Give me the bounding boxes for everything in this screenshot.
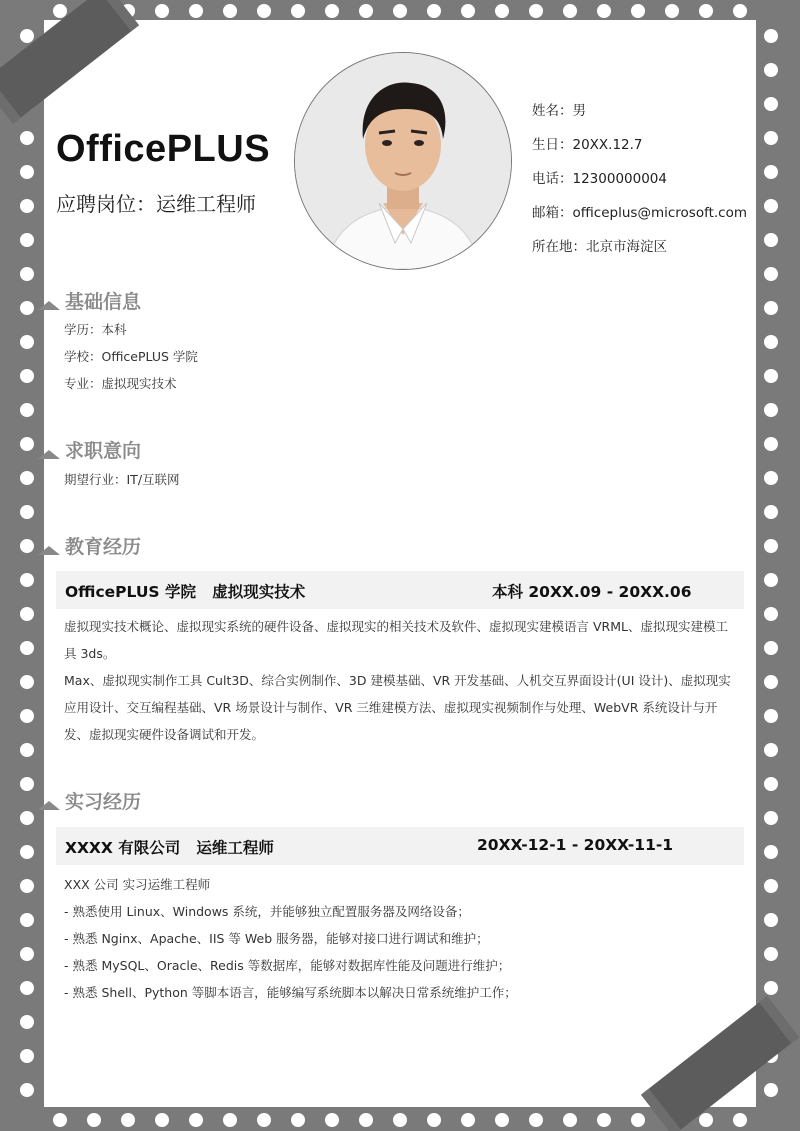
brand-name: OfficePLUS bbox=[56, 128, 271, 170]
border-dot bbox=[764, 165, 778, 179]
border-dot bbox=[20, 403, 34, 417]
section-title: 教育经历 bbox=[65, 536, 142, 558]
border-dot bbox=[291, 1113, 305, 1127]
border-dot bbox=[733, 4, 747, 18]
border-dot bbox=[764, 947, 778, 961]
border-dot bbox=[20, 641, 34, 655]
border-dot bbox=[764, 97, 778, 111]
contact-label: 姓名： bbox=[532, 103, 573, 119]
internship-bullet: - 熟悉使用 Linux、Windows 系统，并能够独立配置服务器及网络设备； bbox=[64, 904, 470, 919]
border-dot bbox=[20, 369, 34, 383]
border-dot bbox=[20, 913, 34, 927]
border-dot bbox=[20, 709, 34, 723]
border-dot bbox=[20, 743, 34, 757]
border-dot bbox=[764, 369, 778, 383]
education-paragraph: Max、虚拟现实制作工具 Cult3D、综合实例制作、3D 建模基础、VR 开发基础、人机交互界面设计(UI 设计)、虚拟现实应用设计、交互编程基础、VR 场景设计与制作、VR 三维建模方法、虚拟现实视频制作与处理、WebVR 系统设计与开发、虚拟现实硬件设备调试和开发。 bbox=[64, 673, 731, 742]
contact-value: 男 bbox=[572, 103, 586, 119]
internship-company: XXXX 有限公司 bbox=[65, 839, 181, 857]
triangle-icon bbox=[38, 301, 60, 310]
border-dot bbox=[325, 4, 339, 18]
border-dot bbox=[699, 4, 713, 18]
border-dot bbox=[764, 913, 778, 927]
border-dot bbox=[764, 233, 778, 247]
border-dot bbox=[291, 4, 305, 18]
border-dot bbox=[223, 1113, 237, 1127]
border-dot bbox=[764, 505, 778, 519]
border-dot bbox=[764, 811, 778, 825]
triangle-icon bbox=[38, 450, 60, 459]
internship-role: 运维工程师 bbox=[196, 839, 274, 857]
border-dot bbox=[495, 1113, 509, 1127]
border-dot bbox=[20, 607, 34, 621]
border-dot bbox=[189, 4, 203, 18]
border-dot bbox=[764, 675, 778, 689]
border-dot bbox=[764, 131, 778, 145]
border-dot bbox=[20, 199, 34, 213]
border-dot bbox=[631, 1113, 645, 1127]
section-title: 基础信息 bbox=[65, 291, 142, 313]
border-dot bbox=[764, 437, 778, 451]
border-dot bbox=[155, 1113, 169, 1127]
contact-value: 12300000004 bbox=[572, 171, 667, 187]
border-dot bbox=[20, 947, 34, 961]
border-dot bbox=[764, 743, 778, 757]
border-dot bbox=[20, 1083, 34, 1097]
border-dot bbox=[20, 437, 34, 451]
basic-item-degree: 学历：本科 bbox=[64, 322, 127, 337]
contact-birthday bbox=[532, 130, 762, 164]
internship-period: 20XX-12-1 - 20XX-11-1 bbox=[477, 836, 674, 854]
border-dot bbox=[764, 267, 778, 281]
section-title: 实习经历 bbox=[65, 791, 142, 813]
border-dot bbox=[87, 1113, 101, 1127]
border-dot bbox=[20, 675, 34, 689]
border-dot bbox=[764, 29, 778, 43]
profile-photo bbox=[294, 52, 512, 270]
border-dot bbox=[20, 267, 34, 281]
border-dot bbox=[53, 1113, 67, 1127]
border-dot bbox=[20, 29, 34, 43]
education-major: 虚拟现实技术 bbox=[212, 583, 306, 601]
education-degree-period: 本科 20XX.09 - 20XX.06 bbox=[492, 583, 692, 601]
border-dot bbox=[20, 131, 34, 145]
job-label: 应聘岗位： bbox=[56, 192, 156, 216]
border-dot bbox=[257, 1113, 271, 1127]
internship-bullet: - 熟悉 Shell、Python 等脚本语言，能够编写系统脚本以解决日常系统维护工作； bbox=[64, 985, 517, 1000]
border-dot bbox=[20, 539, 34, 553]
border-dot bbox=[563, 1113, 577, 1127]
border-dot bbox=[155, 4, 169, 18]
border-dot bbox=[20, 845, 34, 859]
border-dot bbox=[529, 1113, 543, 1127]
border-dot bbox=[764, 199, 778, 213]
border-dot bbox=[764, 607, 778, 621]
border-dot bbox=[20, 233, 34, 247]
border-dot bbox=[20, 1015, 34, 1029]
border-dot bbox=[764, 539, 778, 553]
contact-value: 20XX.12.7 bbox=[572, 137, 643, 153]
border-dot bbox=[529, 4, 543, 18]
border-dot bbox=[20, 165, 34, 179]
border-dot bbox=[764, 777, 778, 791]
border-dot bbox=[563, 4, 577, 18]
job-value: 运维工程师 bbox=[156, 192, 256, 216]
contact-label: 生日： bbox=[532, 137, 573, 153]
border-dot bbox=[20, 1049, 34, 1063]
border-dot bbox=[764, 981, 778, 995]
border-dot bbox=[461, 1113, 475, 1127]
border-dot bbox=[764, 471, 778, 485]
education-school: OfficePLUS 学院 bbox=[65, 583, 196, 601]
border-dot bbox=[764, 63, 778, 77]
border-dot bbox=[20, 471, 34, 485]
border-dot bbox=[631, 4, 645, 18]
border-dot bbox=[393, 4, 407, 18]
border-dot bbox=[764, 709, 778, 723]
border-dot bbox=[359, 1113, 373, 1127]
border-dot bbox=[764, 573, 778, 587]
triangle-icon bbox=[38, 546, 60, 555]
border-dot bbox=[393, 1113, 407, 1127]
border-dot bbox=[20, 301, 34, 315]
education-bar bbox=[56, 571, 744, 609]
basic-item-major: 专业：虚拟现实技术 bbox=[64, 376, 177, 391]
border-dot bbox=[20, 505, 34, 519]
contact-value: 北京市海淀区 bbox=[586, 239, 667, 255]
education-paragraph: 虚拟现实技术概论、虚拟现实系统的硬件设备、虚拟现实的相关技术及软件、虚拟现实建模语言 VRML、虚拟现实建模工具 3ds。 bbox=[64, 619, 728, 661]
job-title-line bbox=[56, 188, 256, 217]
internship-company-role bbox=[65, 836, 274, 858]
border-dot bbox=[257, 4, 271, 18]
border-dot bbox=[764, 301, 778, 315]
triangle-icon bbox=[38, 801, 60, 810]
internship-bar bbox=[56, 827, 744, 865]
internship-bullet: - 熟悉 MySQL、Oracle、Redis 等数据库，能够对数据库性能及问题进行维护； bbox=[64, 958, 511, 973]
internship-bullet: - 熟悉 Nginx、Apache、IIS 等 Web 服务器，能够对接口进行调试和维护； bbox=[64, 931, 489, 946]
border-dot bbox=[20, 573, 34, 587]
border-dot bbox=[597, 1113, 611, 1127]
contact-email bbox=[532, 198, 762, 232]
border-dot bbox=[764, 335, 778, 349]
border-dot bbox=[427, 4, 441, 18]
border-dot bbox=[20, 811, 34, 825]
border-dot bbox=[733, 1113, 747, 1127]
border-dot bbox=[189, 1113, 203, 1127]
contact-label: 所在地： bbox=[532, 239, 586, 255]
basic-item-school: 学校：OfficePLUS 学院 bbox=[64, 349, 198, 364]
border-dot bbox=[764, 879, 778, 893]
border-dot bbox=[699, 1113, 713, 1127]
border-dot bbox=[359, 4, 373, 18]
contact-phone bbox=[532, 164, 762, 198]
border-dot bbox=[461, 4, 475, 18]
contact-label: 电话： bbox=[532, 171, 573, 187]
contact-gender bbox=[532, 96, 762, 130]
border-dot bbox=[665, 4, 679, 18]
internship-subtitle: XXX 公司 实习运维工程师 bbox=[64, 877, 211, 892]
person-portrait-icon bbox=[295, 53, 511, 269]
border-dot bbox=[495, 4, 509, 18]
border-dot bbox=[20, 777, 34, 791]
border-dot bbox=[121, 1113, 135, 1127]
border-dot bbox=[20, 335, 34, 349]
border-dot bbox=[223, 4, 237, 18]
border-dot bbox=[427, 1113, 441, 1127]
contact-info bbox=[532, 96, 762, 266]
contact-location bbox=[532, 232, 762, 266]
border-dot bbox=[764, 845, 778, 859]
border-dot bbox=[764, 403, 778, 417]
border-dot bbox=[764, 641, 778, 655]
contact-value: officeplus@microsoft.com bbox=[572, 205, 748, 221]
border-dot bbox=[764, 1083, 778, 1097]
border-dot bbox=[325, 1113, 339, 1127]
border-dot bbox=[20, 879, 34, 893]
contact-label: 邮箱： bbox=[532, 205, 573, 221]
intent-item-industry: 期望行业：IT/互联网 bbox=[64, 472, 180, 487]
section-title: 求职意向 bbox=[65, 440, 142, 462]
border-dot bbox=[597, 4, 611, 18]
education-school-major bbox=[65, 580, 305, 602]
border-dot bbox=[20, 981, 34, 995]
